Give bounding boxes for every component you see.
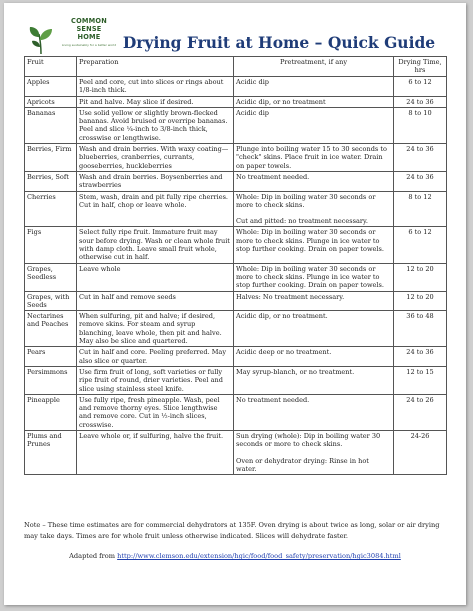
pretreatment-text: Whole: Dip in boiling water 30 seconds or more to check skins. [236,192,376,209]
cell-drying-time: 36 to 48 [394,311,447,347]
cell-fruit: Berries, Soft [25,171,77,191]
cell-preparation: When sulfuring, pit and halve; if desired, remove skins. For steam and syrup blanching, leave whole, then pit and halve. May also be slice and quartered. [77,311,234,347]
cell-fruit: Berries, Firm [25,144,77,172]
cell-pretreatment: No treatment needed. [234,171,394,191]
logo-line-1: COMMON [71,17,107,25]
cell-pretreatment: No treatment needed. [234,394,394,430]
cell-preparation: Use firm fruit of long, soft varieties or fully ripe fruit of round, drier varieties. Peel and slice using stainless steel knife. [77,366,234,394]
cell-fruit: Cherries [25,191,77,227]
drying-guide-table [24,56,447,475]
cell-pretreatment: Acidic deep or no treatment. [234,347,394,367]
cell-fruit: Persimmons [25,366,77,394]
logo-line-2: SENSE [76,25,102,33]
table-row [25,171,447,191]
table-row [25,430,447,474]
cell-preparation: Leave whole [77,263,234,291]
cell-drying-time: 24 to 36 [394,347,447,367]
table-row [25,144,447,172]
cell-drying-time: 24-26 [394,430,447,474]
cell-pretreatment: Whole: Dip in boiling water 30 seconds or more to check skins. Plunge in ice water to stop further cooking. Drain on paper towels. [234,263,394,291]
logo-line-3: HOME [77,33,101,41]
pretreatment-text-secondary: Oven or dehydrator drying: Rinse in hot water. [236,456,369,473]
cell-pretreatment: Halves: No treatment necessary. [234,291,394,311]
page-title: Drying Fruit at Home – Quick Guide [122,33,436,52]
cell-pretreatment [234,430,394,474]
cell-pretreatment: Acidic dip, or no treatment [234,96,394,107]
source-attribution [24,552,446,560]
cell-fruit: Apricots [25,96,77,107]
cell-preparation: Cut in half and remove seeds [77,291,234,311]
table-row [25,77,447,97]
cell-drying-time: 6 to 12 [394,227,447,263]
pretreatment-text: Sun drying (whole): Dip in boiling water 30 seconds or more to check skins. [236,431,381,449]
table-row [25,311,447,347]
cell-pretreatment [234,191,394,227]
table-row [25,191,447,227]
table-row [25,347,447,367]
pretreatment-text-secondary: Cut and pitted: no treatment necessary. [236,217,368,226]
header-fruit: Fruit [25,57,77,77]
cell-drying-time: 8 to 12 [394,191,447,227]
cell-drying-time: 6 to 12 [394,77,447,97]
cell-drying-time: 24 to 36 [394,96,447,107]
table-row [25,96,447,107]
cell-drying-time: 24 to 26 [394,394,447,430]
logo-tagline: Living sustainably for a better world [61,43,117,47]
adapted-label: Adapted from [69,552,115,560]
footnote: Note – These time estimates are for commercial dehydrators at 135F. Oven drying is about twice as long, solar or air drying may take days. Times are for whole fruit unless otherwise indicated. Slices will dehydrate faster. [24,521,440,540]
source-link[interactable]: http://www.clemson.edu/extension/hgic/food/food_safety/preservation/hgic3084.html [117,552,401,560]
cell-fruit: Plums and Prunes [25,430,77,474]
cell-drying-time: 24 to 36 [394,171,447,191]
cell-fruit: Bananas [25,107,77,143]
cell-fruit: Apples [25,77,77,97]
table-row [25,291,447,311]
cell-pretreatment: Acidic dip [234,77,394,97]
leaf-sprout-icon [28,25,54,55]
cell-pretreatment: Whole: Dip in boiling water 30 seconds or more to check skins. Plunge in ice water to stop further cooking. Drain on paper towels. [234,227,394,263]
cell-preparation: Use fully ripe, fresh pineapple. Wash, peel and remove thorny eyes. Slice lengthwise and remove core. Cut in ½-inch slices, crosswise. [77,394,234,430]
cell-drying-time: 12 to 20 [394,291,447,311]
cell-preparation: Leave whole or, if sulfuring, halve the fruit. [77,430,234,474]
cell-preparation: Peel and core, cut into slices or rings about 1/8-inch thick. [77,77,234,97]
cell-preparation: Select fully ripe fruit. Immature fruit may sour before drying. Wash or clean whole fruit with damp cloth. Leave small fruit whole, otherwise cut in half. [77,227,234,263]
header-preparation: Preparation [77,57,234,77]
cell-fruit: Nectarines and Peaches [25,311,77,347]
cell-drying-time: 12 to 15 [394,366,447,394]
cell-drying-time: 24 to 36 [394,144,447,172]
table-row [25,227,447,263]
cell-preparation: Use solid yellow or slightly brown-flecked bananas. Avoid bruised or overripe bananas. Peel and slice ¼-inch to 3/8-inch thick, crosswise or lengthwise. [77,107,234,143]
cell-fruit: Grapes, Seedless [25,263,77,291]
cell-preparation: Stem, wash, drain and pit fully ripe cherries. Cut in half, chop or leave whole. [77,191,234,227]
cell-pretreatment: Plunge into boiling water 15 to 30 seconds to "check" skins. Place fruit in ice water. Drain on paper towels. [234,144,394,172]
cell-drying-time: 8 to 10 [394,107,447,143]
cell-pretreatment: May syrup-blanch, or no treatment. [234,366,394,394]
cell-fruit: Grapes, with Seeds [25,291,77,311]
cell-fruit: Pears [25,347,77,367]
cell-drying-time: 12 to 20 [394,263,447,291]
table-row [25,394,447,430]
table-row [25,366,447,394]
cell-preparation: Cut in half and core. Peeling preferred. May also slice or quarter. [77,347,234,367]
table-header-row [25,57,447,77]
cell-pretreatment: Acidic dip, or no treatment. [234,311,394,347]
header-pretreatment: Pretreatment, if any [234,57,394,77]
table-row [25,263,447,291]
cell-preparation: Pit and halve. May slice if desired. [77,96,234,107]
cell-preparation: Wash and drain berries. Boysenberries and strawberries [77,171,234,191]
cell-fruit: Pineapple [25,394,77,430]
cell-preparation: Wash and drain berries. With waxy coating—blueberries, cranberries, currants, gooseberries, huckleberries [77,144,234,172]
cell-fruit: Figs [25,227,77,263]
cell-pretreatment: Acidic dip [234,107,394,143]
table-row [25,107,447,143]
header-drying-time: Drying Time, hrs [394,57,447,77]
